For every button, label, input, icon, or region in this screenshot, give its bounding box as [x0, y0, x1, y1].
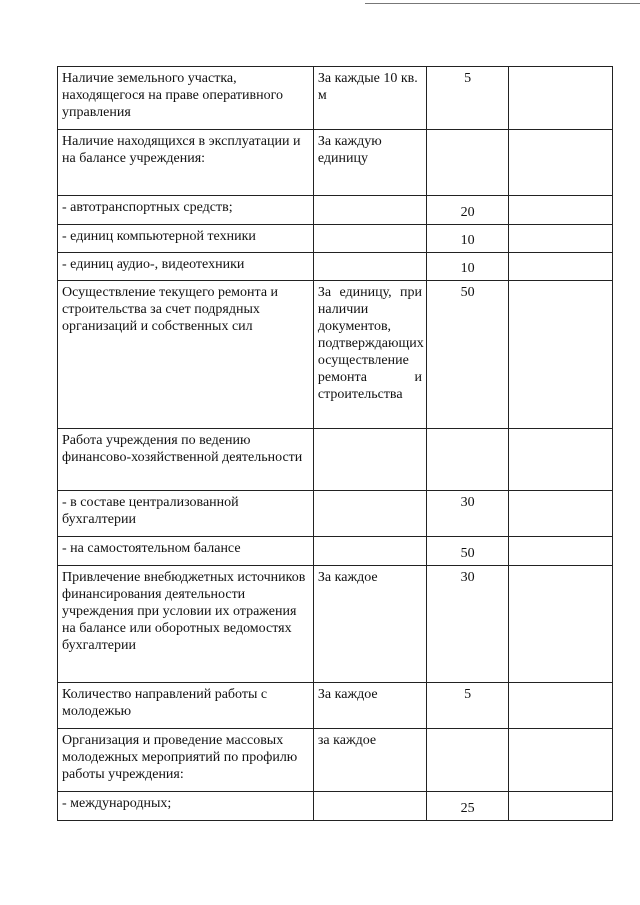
table-row — [58, 491, 613, 537]
unit-cell: За каждое — [313, 566, 426, 683]
indicator-cell: - международных; — [58, 792, 314, 821]
unit-cell: За каждую единицу — [313, 130, 426, 196]
table-row — [58, 281, 613, 429]
extra-cell — [509, 491, 613, 537]
indicator-cell: Работа учреждения по ведению финансово-хозяйственной деятельности — [58, 429, 314, 491]
points-cell: 5 — [426, 67, 508, 130]
extra-cell — [509, 792, 613, 821]
indicator-cell: Наличие земельного участка, находящегося на праве оперативного управления — [58, 67, 314, 130]
table-row — [58, 537, 613, 566]
unit-cell — [313, 429, 426, 491]
unit-cell — [313, 792, 426, 821]
indicator-cell: Количество направлений работы с молодежью — [58, 683, 314, 729]
unit-cell — [313, 491, 426, 537]
table-row — [58, 792, 613, 821]
indicator-cell: - на самостоятельном балансе — [58, 537, 314, 566]
points-cell: 10 — [426, 225, 508, 253]
extra-cell — [509, 683, 613, 729]
indicator-cell: - в составе централизованной бухгалтерии — [58, 491, 314, 537]
indicator-cell: Привлечение внебюджетных источников финансирования деятельности учреждения при условии их отражения на балансе или оборотных ведомостях бухгалтерии — [58, 566, 314, 683]
table-row — [58, 729, 613, 792]
criteria-table — [57, 66, 613, 821]
extra-cell — [509, 253, 613, 281]
extra-cell — [509, 130, 613, 196]
points-cell: 20 — [426, 196, 508, 225]
unit-cell: За единицу, при наличии документов, подтверждающих осуществление ремонта и строительства — [313, 281, 426, 429]
header-rule — [365, 3, 640, 4]
indicator-cell: - единиц компьютерной техники — [58, 225, 314, 253]
extra-cell — [509, 196, 613, 225]
points-cell: 30 — [426, 491, 508, 537]
table-row — [58, 67, 613, 130]
extra-cell — [509, 429, 613, 491]
extra-cell — [509, 67, 613, 130]
unit-cell — [313, 225, 426, 253]
unit-cell — [313, 253, 426, 281]
points-cell — [426, 729, 508, 792]
points-cell: 50 — [426, 537, 508, 566]
indicator-cell: Наличие находящихся в эксплуатации и на балансе учреждения: — [58, 130, 314, 196]
table-row — [58, 683, 613, 729]
extra-cell — [509, 281, 613, 429]
extra-cell — [509, 225, 613, 253]
table-row — [58, 225, 613, 253]
extra-cell — [509, 537, 613, 566]
indicator-cell: Организация и проведение массовых молодежных мероприятий по профилю работы учреждения: — [58, 729, 314, 792]
points-cell — [426, 130, 508, 196]
unit-cell — [313, 537, 426, 566]
table-row — [58, 429, 613, 491]
extra-cell — [509, 729, 613, 792]
unit-cell: За каждые 10 кв. м — [313, 67, 426, 130]
points-cell: 30 — [426, 566, 508, 683]
table-row — [58, 130, 613, 196]
points-cell: 25 — [426, 792, 508, 821]
indicator-cell: - единиц аудио-, видеотехники — [58, 253, 314, 281]
table-row — [58, 566, 613, 683]
table-row — [58, 253, 613, 281]
table-row — [58, 196, 613, 225]
unit-cell: за каждое — [313, 729, 426, 792]
unit-cell — [313, 196, 426, 225]
points-cell: 10 — [426, 253, 508, 281]
points-cell: 50 — [426, 281, 508, 429]
points-cell — [426, 429, 508, 491]
indicator-cell: - автотранспортных средств; — [58, 196, 314, 225]
extra-cell — [509, 566, 613, 683]
indicator-cell: Осуществление текущего ремонта и строительства за счет подрядных организаций и собственных сил — [58, 281, 314, 429]
unit-cell: За каждое — [313, 683, 426, 729]
points-cell: 5 — [426, 683, 508, 729]
